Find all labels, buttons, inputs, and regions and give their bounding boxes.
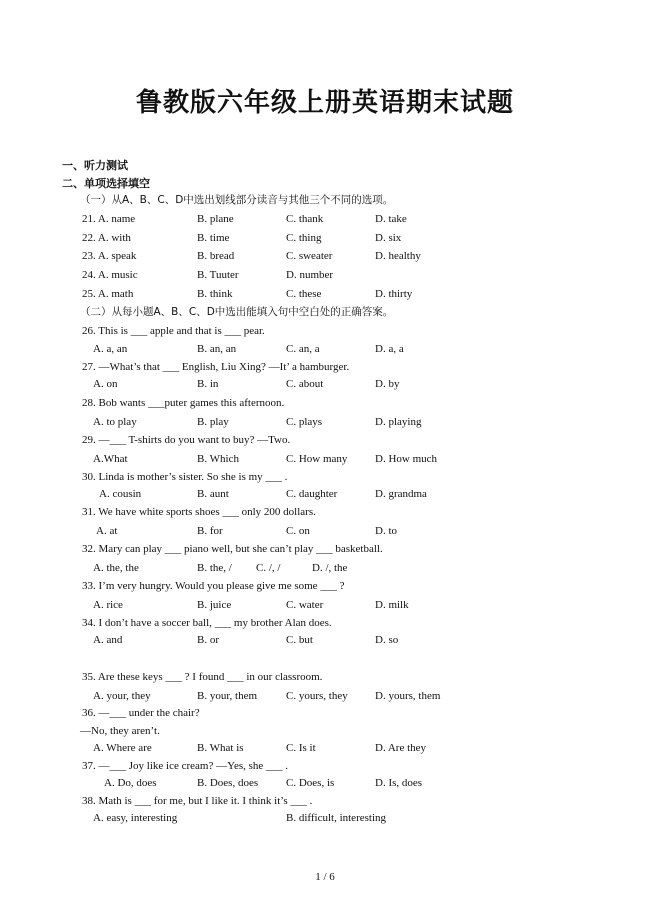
question-stem: 27. —What’s that ___ English, Liu Xing? —It’ a hamburger. — [82, 361, 350, 373]
question-stem: 35. Are these keys ___ ? I found ___ in our classroom. — [82, 671, 323, 683]
question-stem: 38. Math is ___ for me, but I like it. I think it’s ___ . — [82, 795, 313, 807]
section-single-choice-heading: 二、单项选择填空 — [62, 177, 150, 190]
question-stem: 37. —___ Joy like ice cream? —Yes, she ___ . — [82, 760, 289, 772]
question-stem: 34. I don’t have a soccer ball, ___ my brother Alan does. — [82, 617, 332, 629]
section-listening-heading: 一、听力测试 — [62, 159, 128, 172]
instruction-phonics: （一）从A、B、C、D中选出划线部分读音与其他三个不同的选项。 — [80, 194, 394, 206]
question-stem-continuation: —No, they aren’t. — [80, 725, 160, 737]
question-stem: 28. Bob wants ___puter games this afternoon. — [82, 397, 285, 409]
question-stem: 26. This is ___ apple and that is ___ pear. — [82, 325, 265, 337]
question-stem: 33. I’m very hungry. Would you please give me some ___ ? — [82, 580, 345, 592]
instruction-fill-blank: （二）从每小题A、B、C、D中选出能填入句中空白处的正确答案。 — [80, 306, 394, 318]
question-stem: 36. —___ under the chair? — [82, 707, 200, 719]
question-stem: 31. We have white sports shoes ___ only 200 dollars. — [82, 506, 316, 518]
question-stem: 30. Linda is mother’s sister. So she is my ___ . — [82, 471, 288, 483]
page-number: 1 / 6 — [315, 871, 335, 883]
page-title: 鲁教版六年级上册英语期末试题 — [135, 88, 514, 118]
document-page: 鲁教版六年级上册英语期末试题 一、听力测试 二、单项选择填空 （一）从A、B、C、D中选出划线部分读音与其他三个不同的选项。 21. A. name B. plane C. thank D. take 22. A. with B. time C. thing D. six 23. A. speak B. bread C. sweater D. healthy 24. A. music B. Tuuter D. number 25. A. math B. think C. these D. thirty （二）从每小题A、B、C、D中选出能填入句中空白处的正确答案。 26. This is ___ apple and that is ___ pear. A. a, an B. an, an C. an, a D. a, a 27. —What’s that ___ English, Liu Xing? —It’ a hamburger. A. on B. in C. about D. by 28. Bob wants ___puter games this afternoon. A. to play B. play C. plays D. playing 29. —___ T-shirts do you want to buy? —Two. A.What B. Which C. How many D. How much 30. Linda is mother’s sister. So she is my ___ . A. cousin B. aunt C. daughter D. grandma 31. We have white sports shoes ___ only 200 dollars. A. at B. for C. on D. to 32. Mary can play ___ piano well, but she can’t play ___ basketball. A. the, the B. the, / C. /, / D. /, the 33. I’m very hungry. Would you please give me some ___ ? A. rice B. juice C. water D. milk 34. I don’t have a soccer ball, ___ my brother Alan does. A. and B. or C. but D. so 35. Are these keys ___ ? I found ___ in our classroom. A. your, they B. your, them C. yours, they D. yours, them 36. —___ under the chair? —No, they aren’t. A. Where are B. What is C. Is it D. Are they 37. —___ Joy like ice cream? —Yes, she ___ . A. Do, does B. Does, does C. Does, is D. Is, does 38. Math is ___ for me, but I like it. I think it’s ___ . A. easy, interesting B. difficult, interesting 1 / 6 — [0, 0, 650, 920]
question-stem: 32. Mary can play ___ piano well, but she can’t play ___ basketball. — [82, 543, 383, 555]
question-stem: 29. —___ T-shirts do you want to buy? —Two. — [82, 434, 291, 446]
